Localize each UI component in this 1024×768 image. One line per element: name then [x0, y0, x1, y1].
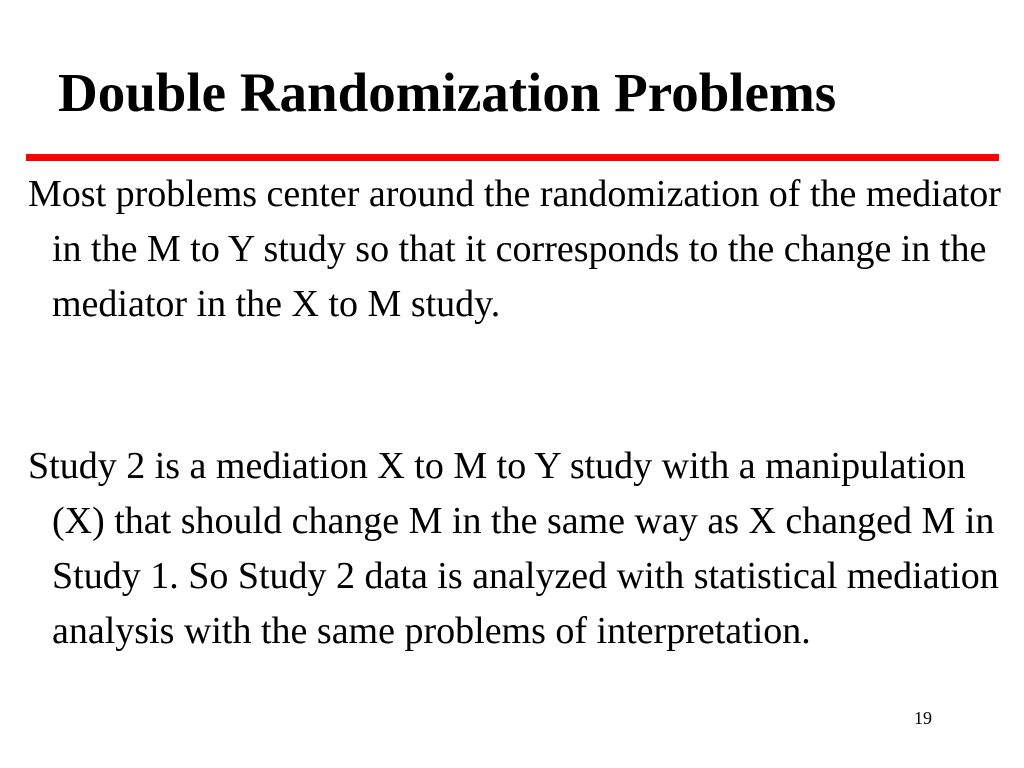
body-paragraph-1: Most problems center around the randomization of the mediator in the M to Y study so that it corresponds to the change in the mediator in the X to M study. — [28, 173, 1001, 325]
title-divider — [26, 154, 999, 161]
body-paragraph-2: Study 2 is a mediation X to M to Y study with a manipulation (X) that should change M in the same way as X changed M in Study 1. So Study 2 data is analyzed with statistical mediation analysis with the same problems of interpretation. — [28, 445, 999, 652]
slide-title: Double Randomization Problems — [58, 62, 837, 123]
page-number: 19 — [914, 708, 932, 728]
